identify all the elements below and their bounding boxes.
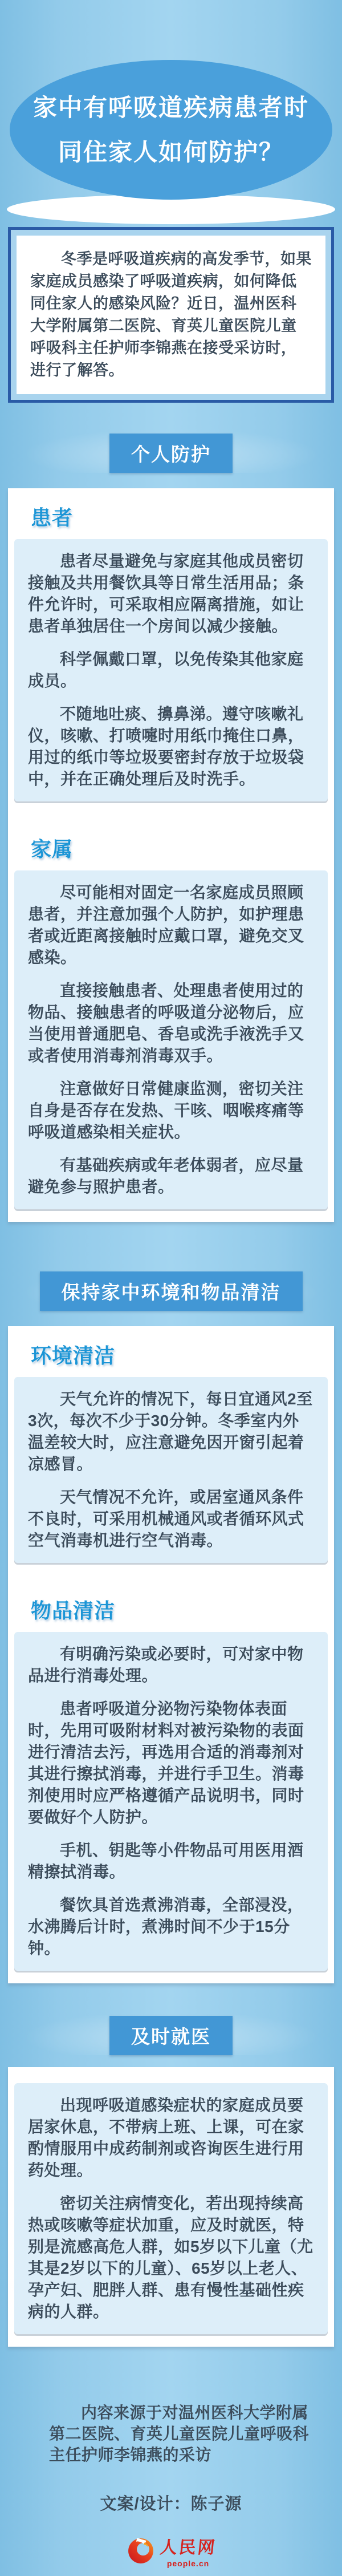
paragraph: 有基础疾病或年老体弱者，应尽量避免参与照护患者。 [28,1156,304,1196]
footer [0,2402,342,2576]
subheading-family: 家属 [31,837,74,861]
subheading-patient: 患者 [31,506,74,529]
section-banner-personal-protection: 个人防护 [109,434,233,473]
hero-title-ellipse [10,60,332,200]
bluebox-environment-cleaning [14,1377,328,1563]
paragraph: 餐饮具首选煮沸消毒，全部浸没，水沸腾后计时，煮沸时间不少于15分钟。 [28,1896,304,1957]
intro-text: 冬季是呼吸道疾病的高发季节，如果家庭成员感染了呼吸道疾病，如何降低同住家人的感染风险？近日，温州医科大学附属第二医院、育英儿童医院儿童呼吸科主任护师李锦燕在接受采访时，进行了解答。 [30,250,312,379]
page-title-line2: 同住家人如何防护？ [58,138,284,165]
card-cleaning [8,1326,334,1983]
paragraph: 密切关注病情变化，若出现持续高热或咳嗽等症状加重，应及时就医，特别是流感高危人群，如5岁以下儿童（尤其是2岁以下的儿童）、65岁以上老人、孕产妇、肥胖人群、患有慢性基础性疾病的人群。 [28,2194,314,2320]
people-cn-logo-text [160,2533,217,2568]
paragraph: 尽可能相对固定一名家庭成员照顾患者，并注意加强个人防护，如护理患者或近距离接触时应戴口罩，避免交叉感染。 [28,884,304,966]
paragraph: 天气情况不允许，或居室通风条件不良时，可采用机械通风或者循环风式空气消毒机进行空气消毒。 [28,1488,304,1549]
card-medical-care [8,2067,334,2347]
bluebox-family [14,870,328,1209]
section-banner-medical-care: 及时就医 [109,2016,233,2055]
paragraph: 注意做好日常健康监测，密切关注自身是否存在发热、干咳、咽喉疼痛等呼吸道感染相关症状。 [28,1080,304,1141]
card-personal-protection [8,488,334,1222]
intro-panel [8,227,334,403]
people-cn-logo [0,2533,342,2568]
intro-panel-inner [17,236,325,394]
people-cn-logo-chinese: 人民网 [158,2538,217,2557]
paragraph: 天气允许的情况下，每日宜通风2至3次，每次不少于30分钟。冬季室内外温差较大时，应注意避免因开窗引起着凉感冒。 [28,1390,313,1473]
bluebox-item-cleaning [14,1632,328,1971]
paragraph: 有明确污染或必要时，可对家中物品进行消毒处理。 [28,1645,304,1684]
section-banner-area-personal-protection [0,432,342,473]
subheading-environment-cleaning: 环境清洁 [31,1344,116,1367]
paragraph: 患者呼吸道分泌物污染物体表面时，先用可吸附材料对被污染物的表面进行清洁去污，再选用合适的消毒剂对其进行擦拭消毒，并进行手卫生。消毒剂使用时应严格遵循产品说明书，同时要做好个人防护。 [28,1700,304,1826]
people-cn-logo-icon [126,2536,156,2566]
subheading-item-cleaning: 物品清洁 [31,1599,116,1622]
paragraph: 不随地吐痰、擤鼻涕。遵守咳嗽礼仪，咳嗽、打喷嚏时用纸巾掩住口鼻，用过的纸巾等垃圾要密封存放于垃圾袋中，并在正确处理后及时洗手。 [28,705,304,788]
content-source-note: 内容来源于对温州医科大学附属第二医院、育英儿童医院儿童呼吸科主任护师李锦燕的采访 [49,2404,310,2464]
paragraph: 直接接触患者、处理患者使用过的物品、接触患者的呼吸道分泌物后，应当使用普通肥皂、香皂或洗手液洗手又或者使用消毒剂消毒双手。 [28,982,304,1064]
credit-line: 文案/设计：陈子源 [100,2495,242,2513]
section-banner-cleaning: 保持家中环境和物品清洁 [40,1271,303,1311]
bluebox-medical-care [14,2083,328,2334]
page-title [33,86,309,175]
people-cn-logo-domain: people.cn [166,2559,210,2568]
paragraph: 患者尽量避免与家庭其他成员密切接触及共用餐饮具等日常生活用品；条件允许时，可采取相应隔离措施，如让患者单独居住一个房间以减少接触。 [28,552,304,635]
page-title-line1: 家中有呼吸道疾病患者时 [32,94,309,121]
section-banner-area-medical-care [0,2015,342,2055]
hero-header [0,0,342,227]
paragraph: 手机、钥匙等小件物品可用医用酒精擦拭消毒。 [28,1841,304,1881]
paragraph: 出现呼吸道感染症状的家庭成员要居家休息，不带病上班、上课，可在家酌情服用中成药制剂或咨询医生进行用药处理。 [28,2096,304,2179]
section-banner-area-cleaning [0,1270,342,1311]
bluebox-patient [14,539,328,801]
paragraph: 科学佩戴口罩，以免传染其他家庭成员。 [28,650,304,690]
